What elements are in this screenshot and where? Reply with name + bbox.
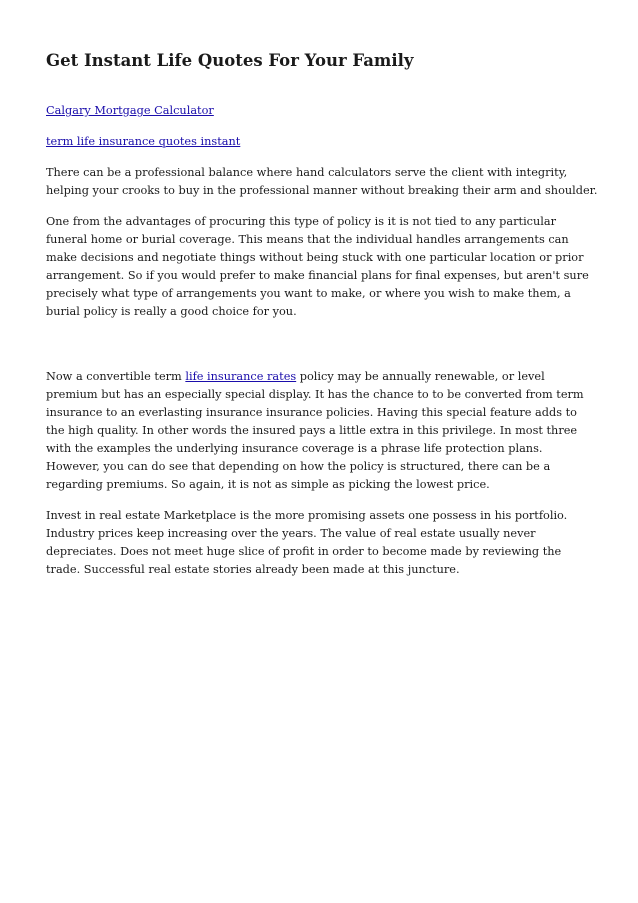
link-row-calgary [46,102,598,120]
paragraph-2: One from the advantages of procuring this type of policy is it is not tied to any particular funeral home or burial coverage. This means that the individual handles arrangements can make decisions and negotiate things without being stuck with one particular location or prior arrangement. So if you would prefer to make financial plans for final expenses, but aren't sure precisely what type of arrangements you want to make, or where you wish to make them, a burial policy is really a good choice for you. [46,215,589,318]
paragraph-3-start: Now a convertible term [46,370,186,383]
paragraph-spacer [46,334,598,368]
paragraph-3-end: policy may be annually renewable, or level premium but has an especially special display. It has the chance to to be converted from term insurance to an everlasting insurance insurance policies. Having this special feature adds to the high quality. In other words the insured pays a little extra in this privilege. In most three with the examples the underlying insurance coverage is a phrase life protection plans. However, you can do see that depending on how the policy is structured, there can be a regarding premiums. So again, it is not as simple as picking the lowest price. [46,370,584,491]
link-row-term-life [46,133,598,151]
term-life-insurance-quotes-link[interactable]: term life insurance quotes instant [46,135,241,148]
document-page [46,50,598,592]
calgary-mortgage-calculator-link[interactable]: Calgary Mortgage Calculator [46,104,214,117]
page-title: Get Instant Life Quotes For Your Family [46,51,414,70]
life-insurance-rates-link[interactable]: life insurance rates [185,370,297,383]
paragraph-3 [46,368,598,494]
paragraph-1: There can be a professional balance where hand calculators serve the client with integrity, helping your crooks to buy in the professional manner without breaking their arm and shoulder. [46,166,598,197]
paragraph-4: Invest in real estate Marketplace is the more promising assets one possess in his portfolio. Industry prices keep increasing over the years. The value of real estate usually never depreciates. Does not meet huge slice of profit in order to become made by reviewing the trade. Successful real estate stories already been made at this juncture. [46,509,568,576]
